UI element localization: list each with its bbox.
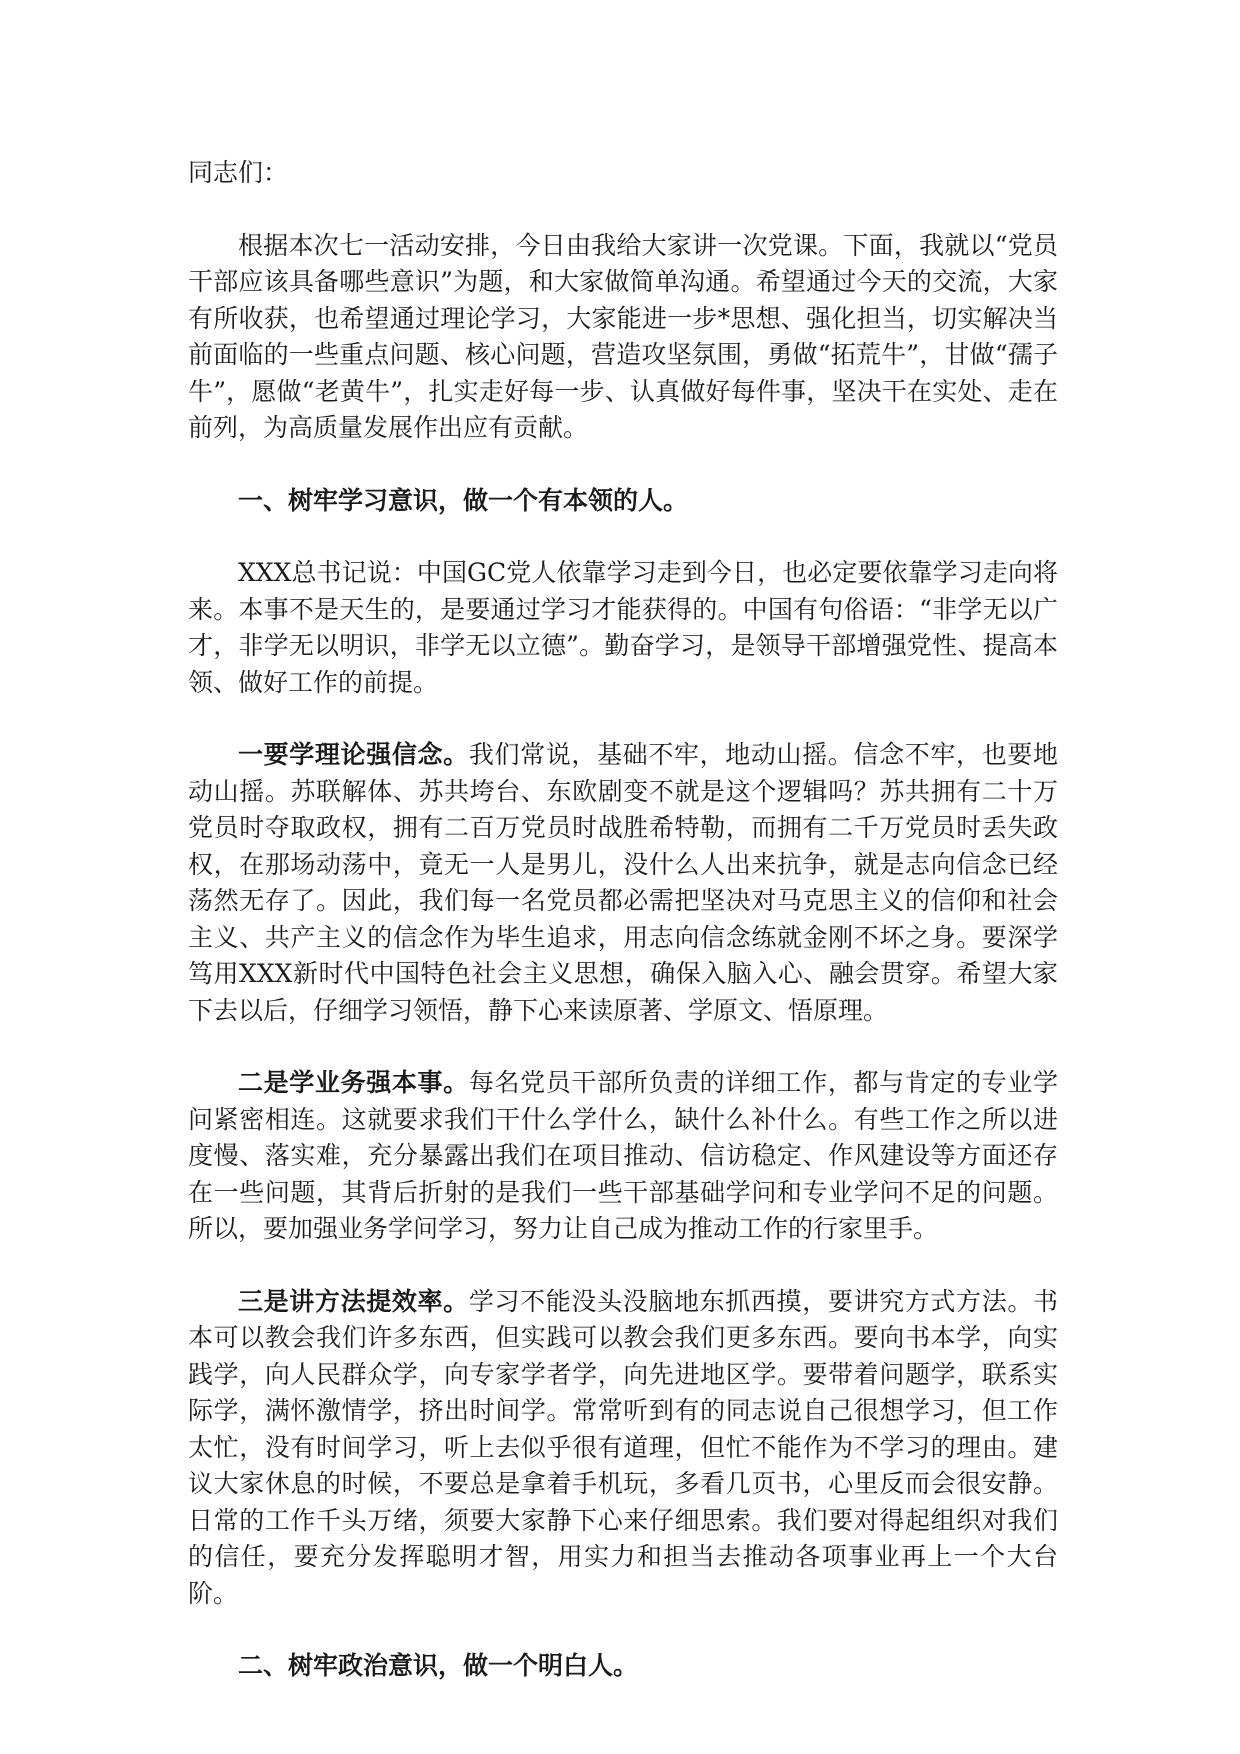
point-2-body: 每名党员干部所负责的详细工作，都与肯定的专业学问紧密相连。这就要求我们干什么学什么，缺什么补什么。有些工作之所以进度慢、落实难，充分暴露出我们在项目推动、信访稳定、作风建设等方面还存在一些问题，其背后折射的是我们一些干部基础学问和专业学问不足的问题。所以，要加强业务学问学习，努力让自己成为推动工作的行家里手。 bbox=[188, 1068, 1058, 1243]
point-1-paragraph bbox=[188, 737, 1058, 1029]
point-1-body: 我们常说，基础不牢，地动山摇。信念不牢，也要地动山摇。苏联解体、苏共垮台、东欧剧变不就是这个逻辑吗？苏共拥有二十万党员时夺取政权，拥有二百万党员时战胜希特勒，而拥有二千万党员时丢失政权，在那场动荡中，竟无一人是男儿，没什么人出来抗争，就是志向信念已经荡然无存了。因此，我们每一名党员都必需把坚决对马克思主义的信仰和社会主义、共产主义的信念作为毕生追求，用志向信念练就金刚不坏之身。要深学笃用XXX新时代中国特色社会主义思想，确保入脑入心、融会贯穿。希望大家下去以后，仔细学习领悟，静下心来读原著、学原文、悟原理。 bbox=[188, 740, 1058, 1025]
intro-paragraph: 根据本次七一活动安排，今日由我给大家讲一次党课。下面，我就以“党员干部应该具备哪些意识”为题，和大家做简单沟通。希望通过今天的交流，大家有所收获，也希望通过理论学习，大家能进一步*思想、强化担当，切实解决当前面临的一些重点问题、核心问题，营造攻坚氛围，勇做“拓荒牛”，甘做“孺子牛”，愿做“老黄牛”，扎实走好每一步、认真做好每件事，坚决干在实处、走在前列，为高质量发展作出应有贡献。 bbox=[188, 230, 1058, 442]
greeting: 同志们： bbox=[188, 158, 289, 187]
point-3-lead: 三是讲方法提效率。 bbox=[238, 1286, 469, 1316]
section-1-paragraph: XXX总书记说：中国GC党人依靠学习走到今日，也必定要依靠学习走向将来。本事不是天生的，是要通过学习才能获得的。中国有句俗语：“非学无以广才，非学无以明识，非学无以立德”。勤奋学习，是领导干部增强党性、提高本领、做好工作的前提。 bbox=[188, 558, 1058, 697]
point-1-lead: 一要学理论强信念。 bbox=[238, 740, 469, 769]
point-2-lead: 二是学业务强本事。 bbox=[238, 1068, 469, 1097]
section-2-heading: 二、树牢政治意识，做一个明白人。 bbox=[238, 1651, 639, 1680]
document-body bbox=[188, 155, 1058, 1721]
section-1-heading: 一、树牢学习意识，做一个有本领的人。 bbox=[238, 485, 689, 515]
point-3-paragraph bbox=[188, 1284, 1058, 1613]
point-3-body: 学习不能没头没脑地东抓西摸，要讲究方式方法。书本可以教会我们许多东西，但实践可以教会我们更多东西。要向书本学，向实践学，向人民群众学，向专家学者学，向先进地区学。要带着问题学，联系实际学，满怀激情学，挤出时间学。常常听到有的同志说自己很想学习，但工作太忙，没有时间学习，听上去似乎很有道理，但忙不能作为不学习的理由。建议大家休息的时候，不要总是拿着手机玩，多看几页书，心里反而会很安静。日常的工作千头万绪，须要大家静下心来仔细思索。我们要对得起组织对我们的信任，要充分发挥聪明才智，用实力和担当去推动各项事业再上一个大台阶。 bbox=[188, 1286, 1058, 1608]
point-2-paragraph bbox=[188, 1065, 1058, 1248]
